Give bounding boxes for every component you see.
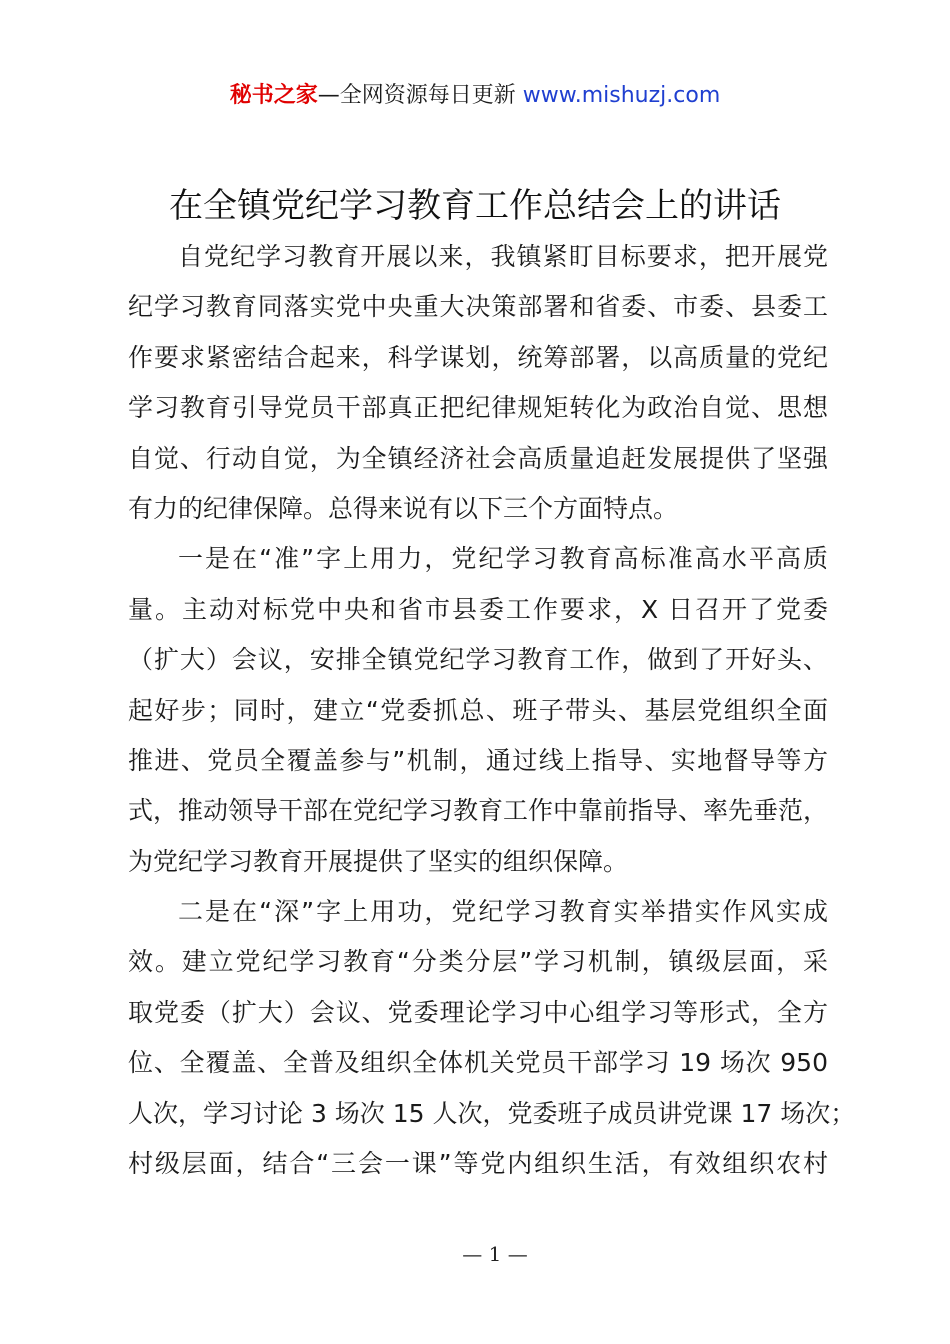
text-line: 自党纪学习教育开展以来，我镇紧盯目标要求，把开展党 (178, 242, 828, 271)
site-url-link[interactable]: www.mishuzj.com (522, 83, 721, 108)
text-line: 自觉、行动自觉，为全镇经济社会高质量追赶发展提供了坚强 (128, 443, 828, 473)
paragraph-intro (128, 232, 828, 534)
text-line: 作要求紧密结合起来，科学谋划，统筹部署，以高质量的党纪 (128, 342, 828, 372)
text-line: 起好步；同时，建立“党委抓总、班子带头、基层党组织全面 (128, 695, 828, 725)
page-number: — 1 — (462, 1242, 528, 1266)
text-line: 学习教育引导党员干部真正把纪律规矩转化为政治自觉、思想 (128, 393, 828, 423)
document-title: 在全镇党纪学习教育工作总结会上的讲话 (169, 186, 781, 226)
text-line: 一是在“准”字上用力，党纪学习教育高标准高水平高质 (178, 544, 828, 574)
paragraph-point-one (128, 534, 828, 887)
brand-name: 秘书之家 (229, 83, 318, 108)
text-line: 为党纪学习教育开展提供了坚实的组织保障。 (128, 846, 629, 876)
text-line: 有力的纪律保障。总得来说有以下三个方面特点。 (128, 493, 679, 523)
paragraph-point-two (128, 887, 856, 1189)
text-line: 纪学习教育同落实党中央重大决策部署和省委、市委、县委工 (128, 292, 828, 322)
text-line: （扩大）会议，安排全镇党纪学习教育工作，做到了开好头、 (128, 645, 828, 675)
text-line: 效。建立党纪学习教育“分类分层”学习机制，镇级层面，采 (128, 947, 828, 977)
text-line: 位、全覆盖、全普及组织全体机关党员干部学习 19 场次 950 (128, 1048, 828, 1078)
document-body (128, 232, 856, 1189)
text-line: 式，推动领导干部在党纪学习教育工作中靠前指导、率先垂范， (128, 796, 829, 826)
text-line: 推进、党员全覆盖参与”机制，通过线上指导、实地督导等方 (128, 745, 828, 775)
header-tagline: —全网资源每日更新 (317, 83, 516, 108)
text-line: 村级层面，结合“三会一课”等党内组织生活，有效组织农村 (128, 1149, 828, 1179)
text-line: 取党委（扩大）会议、党委理论学习中心组学习等形式，全方 (128, 997, 828, 1027)
text-line: 人次，学习讨论 3 场次 15 人次，党委班子成员讲党课 17 场次； (128, 1098, 856, 1128)
text-line: 量。主动对标党中央和省市县委工作要求，X 日召开了党委 (128, 594, 828, 624)
text-line: 二是在“深”字上用功，党纪学习教育实举措实作风实成 (178, 897, 828, 927)
site-header (0, 80, 950, 112)
